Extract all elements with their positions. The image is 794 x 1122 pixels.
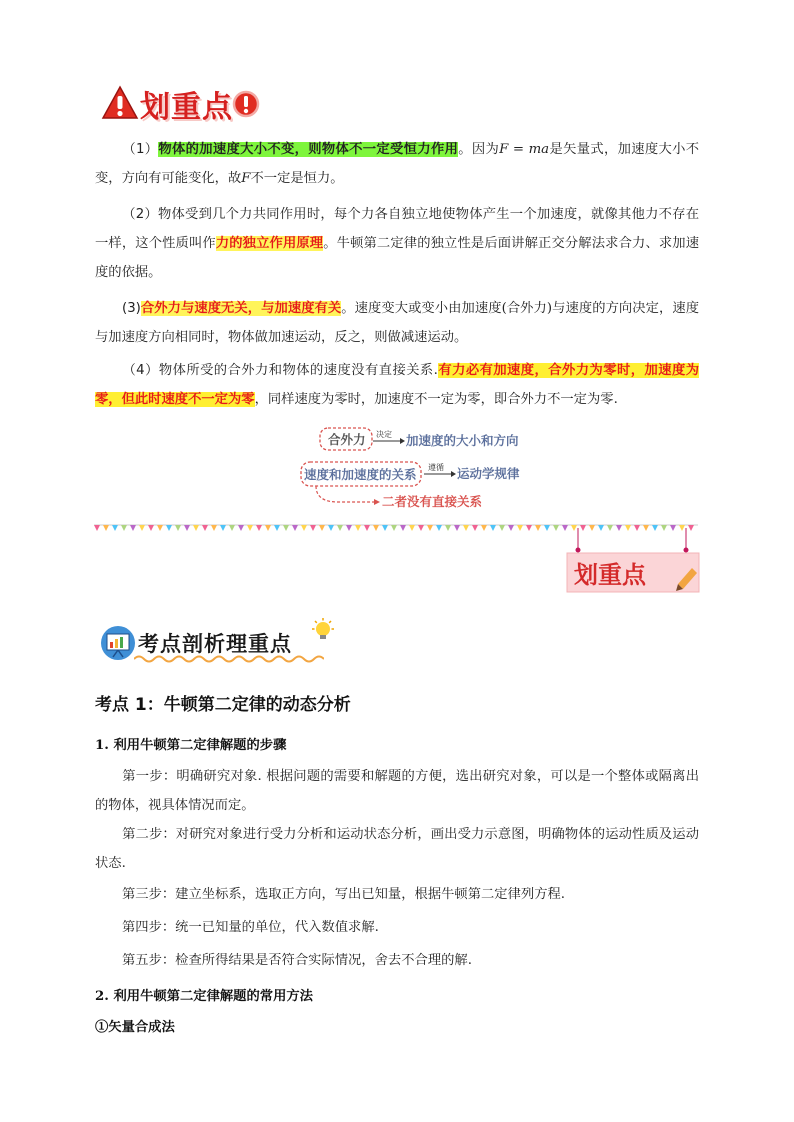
concept-diagram [298,424,538,514]
divider-triangle [274,525,280,531]
divider-triangle [247,525,253,531]
divider-triangle [112,525,118,531]
step-5: 第五步：检查所得结果是否符合实际情况，舍去不合理的解. [122,953,472,968]
topic-heading: 考点 1：牛顿第二定律的动态分析 [95,695,351,715]
bottom-link [316,486,374,502]
divider-triangle [166,525,172,531]
divider-triangle [463,525,469,531]
divider-triangle [103,525,109,531]
step-3: 第三步：建立坐标系，选取正方向，写出已知量，根据牛顿第二定律列方程. [122,887,566,902]
divider-triangle [328,525,334,531]
highlight-badge [566,528,700,594]
divider-triangle [184,525,190,531]
divider-triangle [193,525,199,531]
divider-triangle [373,525,379,531]
divider-triangle [157,525,163,531]
arrow1-head [400,438,405,444]
point-1: （1）物体的加速度大小不变，则物体不一定受恒力作用。因为F = ma是矢量式，加速度大小不变，方向有可能变化，故F不一定是恒力。 [95,142,700,186]
divider-triangle [481,525,487,531]
divider-triangle [301,525,307,531]
target1: 加速度的大小和方向 [406,433,519,448]
divider-triangle [355,525,361,531]
divider-triangle [364,525,370,531]
divider-triangle [436,525,442,531]
divider-triangle [553,525,559,531]
divider-triangle [535,525,541,531]
divider-triangle [283,525,289,531]
point-4: （4）物体所受的合外力和物体的速度没有直接关系.有力必有加速度，合外力为零时，加速度为零，但此时速度不一定为零，同样速度为零时，加速度不一定为零，即合外力不一定为零. [95,363,699,407]
divider-triangle [526,525,532,531]
lightbulb-icon [310,618,336,644]
highlight-force-acceleration: 有力必有加速度，合外力为零时，加速度为零，但此时速度不一定为零 [95,363,699,407]
divider-triangle [409,525,415,531]
divider-triangle [238,525,244,531]
node-force: 合外力 [328,432,366,447]
divider-triangle [544,525,550,531]
divider-triangle [265,525,271,531]
divider-triangle [94,525,100,531]
divider-triangle [256,525,262,531]
node-relation: 速度和加速度的关系 [304,467,417,482]
badge-text: 划重点 [574,561,646,589]
divider-triangle [229,525,235,531]
divider-triangle [310,525,316,531]
formula-f-ma: F = ma [499,142,550,157]
divider-triangle [337,525,343,531]
arrow2-label: 遵循 [428,463,444,472]
arrow1-label: 决定 [376,430,392,439]
warning-triangle-icon [101,85,139,121]
divider-triangle [391,525,397,531]
header-title: 划重点 [140,90,233,125]
divider-triangle [418,525,424,531]
divider-triangle [508,525,514,531]
chart-board-icon [98,622,138,662]
divider-triangle [211,525,217,531]
highlight-independence-principle: 力的独立作用原理 [215,236,324,251]
divider-triangle [382,525,388,531]
divider-triangle [346,525,352,531]
divider-triangle [175,525,181,531]
divider-triangle [148,525,154,531]
divider-triangle [139,525,145,531]
divider-triangle [130,525,136,531]
divider-triangle [517,525,523,531]
divider-triangle [490,525,496,531]
subheading-vector-method: ①矢量合成法 [95,1020,175,1035]
arrow2-head [451,471,456,477]
highlight-constant-acceleration: 物体的加速度大小不变，则物体不一定受恒力作用 [158,142,459,157]
divider-triangle [427,525,433,531]
divider-triangle [220,525,226,531]
step-2: 第二步：对研究对象进行受力分析和运动状态分析，画出受力示意图，明确物体的运动性质及运动状态. [95,827,699,871]
subheading-methods: 2. 利用牛顿第二定律解题的常用方法 [95,989,313,1004]
bottom-arrow-head [374,499,380,505]
divider-triangle [454,525,460,531]
divider-triangle [472,525,478,531]
divider-triangle [319,525,325,531]
step-4: 第四步：统一已知量的单位，代入数值求解. [122,920,379,935]
subheading-steps: 1. 利用牛顿第二定律解题的步骤 [95,738,287,753]
divider-triangle [400,525,406,531]
divider-triangle [202,525,208,531]
exclamation-circle-icon [232,90,260,118]
target2: 运动学规律 [457,466,520,481]
divider-triangle [499,525,505,531]
wavy-underline [134,654,324,664]
divider-triangle [121,525,127,531]
point-3: (3)合外力与速度无关，与加速度有关。速度变大或变小由加速度(合外力)与速度的方向决定，速度与加速度方向相同时，物体做加速运动，反之，则做减速运动。 [95,301,700,345]
divider-triangle [445,525,451,531]
bottom-note: 二者没有直接关系 [382,494,483,509]
step-1: 第一步：明确研究对象. 根据问题的需要和解题的方便，选出研究对象，可以是一个整体或隔离出的物体，视具体情况而定。 [95,769,699,813]
highlight-force-velocity: 合外力与速度无关，与加速度有关 [140,301,342,316]
section-title: 考点剖析理重点 [138,632,292,656]
point-2: （2）物体受到几个力共同作用时，每个力各自独立地使物体产生一个加速度，就像其他力不存在一样，这个性质叫作力的独立作用原理。牛顿第二定律的独立性是后面讲解正交分解法求合力、求加速度的依据。 [95,207,700,280]
divider-triangle [292,525,298,531]
